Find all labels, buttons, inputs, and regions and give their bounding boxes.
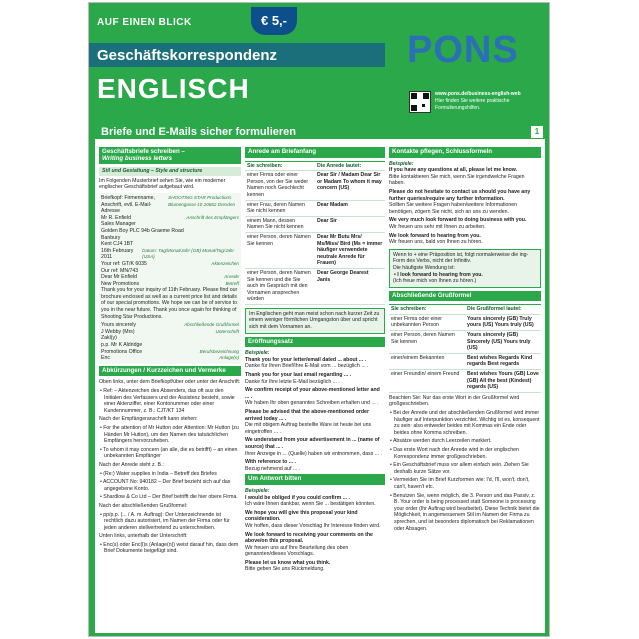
phrase-de: Die mit obigem Auftrag bestellte Ware ist heute bei uns eingetroffen ... . xyxy=(245,422,372,435)
kicker-label: AUF EINEN BLICK xyxy=(97,17,192,28)
phrase-en: We confirm receipt of your above-mentioned letter and ... . xyxy=(245,387,380,400)
closing-line xyxy=(101,355,239,362)
closing-text: Promotions Office xyxy=(101,348,143,355)
abbreviation-note: Nach der Anrede steht z. B.: xyxy=(99,461,164,468)
grammar-lead: Die häufigste Wendung ist: xyxy=(393,264,455,271)
table-cell: einer Person, deren Namen Sie kennen xyxy=(245,233,315,269)
letter-text: Banbury xyxy=(101,234,121,241)
column-header: Sie schreiben: xyxy=(389,305,465,315)
letter-body: Thank you for your inquiry of 11th February. Please find our brochure enclosed as well as a current price list and details of our special promotions. We hope we can be of service to you in the near future. Thank you once again for thinking of Shooting Star Productions. xyxy=(101,287,238,320)
reference-card xyxy=(88,2,550,637)
closing-text: Yours sincerely xyxy=(101,322,136,329)
sample-letter xyxy=(99,193,241,364)
closing-annotation: Berufsbezeichnung xyxy=(199,348,239,354)
table-cell: einer Firma oder einer unbekannten Person xyxy=(389,315,465,331)
examples-label: Beispiele: xyxy=(245,350,270,357)
column-header: Sie schreiben: xyxy=(245,162,315,172)
salutation-table xyxy=(245,161,385,305)
phrase-de: Wir haben Ihr oben genanntes Schreiben erhalten und ... . xyxy=(245,400,379,407)
letter-text: Kent CJ4 1BT xyxy=(101,241,134,248)
table-cell: Dear Sir xyxy=(315,217,385,233)
closing-line xyxy=(101,335,239,342)
phrase-de: Wir freuen uns, bald von Ihnen zu hören. xyxy=(389,239,483,246)
phrase-en: We understand from your advertisement in ... (name of source) that ... . xyxy=(245,437,380,450)
phrase-de: Bezug nehmend auf ... . xyxy=(245,465,301,472)
abbreviation-note: Unten links, unterhalb der Unterschrift: xyxy=(99,533,188,540)
letter-line xyxy=(101,281,239,288)
closing-formula-title: Abschließende Grußformel xyxy=(389,291,541,302)
tip-item: • Benutzen Sie, wenn möglich, die 3. Person und das Passiv, z. B. Your order is being processed statt Someone is processing your order (Ihr Auftrag wird bearbeitet). Diese Technik bietet die Möglichkeit, in angemessenem Stil im Namen der Firma zu sprechen, und ist besonders diplomatisch bei Reklamationen oder Absagen. xyxy=(390,492,540,532)
abbreviations-title: Abkürzungen / Kurzzeichen und Vermerke xyxy=(99,366,241,377)
phrase-de: Sollten Sie weitere Fragen haben/weitere Informationen benötigen, zögern Sie nicht, sich an uns zu wenden. xyxy=(389,202,518,215)
phrase-en: Please be advised that the above-mentioned order arrived today ... . xyxy=(245,409,369,422)
web-link-url[interactable]: www.pons.de/business-english-web xyxy=(435,91,521,97)
examples-label: Beispiele: xyxy=(389,160,414,167)
closing-line xyxy=(101,329,239,336)
table-cell: Dear Mr Butu Mrs/ Ms/Miss/ Bird (Ms = immer häufiger verwendete neutrale Anrede für Frauen) xyxy=(315,233,385,269)
letter-annotation: Anrede xyxy=(224,274,239,280)
table-cell: Best wishes Regards Kind regards Best regards xyxy=(465,354,541,370)
table-cell: einer Firma oder einer Person, von der Sie weder Namen noch Geschlecht kennen xyxy=(245,171,315,200)
title-bar xyxy=(89,43,385,67)
table-cell: Dear Madam xyxy=(315,201,385,217)
table-cell: Dear Sir / Madam Dear Sir or Madam To whom it may concern (US) xyxy=(315,171,385,200)
letter-annotation: SHOOTING STAR Productions Blumengasse 10 20682 Dresden xyxy=(168,194,236,207)
letter-annotation: Betreff xyxy=(225,280,239,286)
phrase-en: Please let us know what you think. xyxy=(245,559,331,566)
phrase-en: We look forward to hearing from you. xyxy=(389,232,481,239)
closing-note: Beachten Sie: Nur das erste Wort in der Grußformel wird großgeschrieben. xyxy=(389,394,520,408)
abbreviation-note: Nach der abschließenden Grußformel: xyxy=(99,502,188,509)
closing-text: J Webby (Mrs) xyxy=(101,328,135,335)
abbreviation-note: • (Re:) Water supplies in India – Betreff des Briefes xyxy=(100,470,217,477)
letter-annotation: Datum: Tag/Monat/Jahr (GB) Monat/Tag/Jahr (USA) xyxy=(142,247,235,260)
tip-item: • Das erste Wort nach der Anrede wird in der englischen Korrespondenz immer großgeschrieben. xyxy=(390,446,519,460)
abbreviation-note: Oben links, unter dem Briefkopf/über oder unter der Anschrift: xyxy=(99,379,241,386)
phrase-de: Wir freuen uns auf Ihre Beurteilung des oben genannten/dieses Vorschlags. xyxy=(245,544,349,558)
letter-line xyxy=(101,241,239,248)
phrase-en: If you have any questions at all, please let me know. xyxy=(389,167,518,174)
tip-item: • Vermeiden Sie im Brief Kurzformen wie: I'd, I'll, won't, don't, can't, haven't etc. xyxy=(390,477,530,490)
letter-text: Mr R. Enfield xyxy=(101,214,131,221)
letter-line xyxy=(101,235,239,242)
table-cell: Best wishes Yours (GB) Love (GB) All the best (Kindest) regards (US) xyxy=(465,370,541,393)
phrase-en: Please do not hesitate to contact us should you have any further queries/require any further information. xyxy=(389,188,531,202)
table-cell: einer Freundin/ einem Freund xyxy=(389,370,465,393)
tip-item: • Ein Geschäftsbrief muss vor allem einfach sein. Ziehen Sie deshalb kurze Sätze vor. xyxy=(390,462,529,475)
tip-item: • Bei der Anrede und der abschließenden Grußformel wird immer häufiger auf Interpunktion verzichtet. Wichtig ist es, konsequent zu sein: also entweder beides mit Kommas ein Ende oder beides ohne Komma schreiben. xyxy=(390,410,540,436)
letter-text: Our ref: MN/743 xyxy=(101,267,139,274)
phrase-en: Thank you for your last email regarding ... . xyxy=(245,372,352,379)
panel-header xyxy=(95,123,545,141)
phrase-de: Danke für Ihren Brief/Ihre E-Mail vom ... bezüglich ... . xyxy=(245,363,369,370)
closing-text: Zakl(y) xyxy=(101,335,117,342)
letter-line xyxy=(101,221,239,228)
phrase-de: Ihrer Anzeige in ... (Quelle) haben wir entnommen, dass ... . xyxy=(245,450,382,457)
column-closings xyxy=(389,145,541,629)
phrase-de: Ich wäre Ihnen dankbar, wenn Sie ... bestätigen könnten. xyxy=(245,501,376,508)
letter-line xyxy=(101,261,239,268)
info-box: Im Englischen geht man meist schon nach kurzer Zeit zu einem weniger förmlichen Umgangston über und spricht sich mit dem Vornamen an. xyxy=(245,308,385,334)
closing-annotation: Anlage(n) xyxy=(219,355,239,361)
grammar-rule: Wenn to + eine Präposition ist, folgt normalerweise die ing-Form des Verbs, nicht der Infinitiv. xyxy=(393,251,529,265)
phrase-de: Wir freuen uns sehr mit Ihnen zu arbeiten. xyxy=(389,223,486,230)
style-subtitle: Stil und Gestaltung – Style and structure xyxy=(99,167,241,176)
grammar-translation: (Ich freue mich von Ihnen zu hören.) xyxy=(393,278,477,285)
examples-label: Beispiele: xyxy=(245,487,270,494)
tip-item: • Absätze werden durch Leerzeilen markiert. xyxy=(390,438,492,445)
phrase-de: Bitte kontaktieren Sie mich, wenn Sie irgendwelche Fragen haben. xyxy=(389,173,525,187)
letter-text: Sales Manager xyxy=(101,221,136,228)
letter-line xyxy=(101,248,239,261)
table-cell: einer Person, deren Namen Sie kennen xyxy=(389,331,465,354)
letter-annotation: Anschrift des Empfängers xyxy=(186,214,239,220)
letter-text: Dear Mr Enfield xyxy=(101,274,138,281)
letter-text: Briefkopf: Firmenname, Anschrift, evtl. E-Mail-Adresse xyxy=(101,194,155,215)
closing-annotation: Unterschrift xyxy=(215,328,239,334)
section-title-de: Geschäftsbriefe schreiben – xyxy=(102,148,185,155)
document-title: Geschäftskorrespondenz xyxy=(97,47,278,64)
salutation-title: Anrede am Briefanfang xyxy=(245,147,385,158)
abbreviation-note: • Shardlow & Co Ltd – Der Brief betrifft die hier obere Firma. xyxy=(100,494,238,501)
phrase-en: We look forward to receiving your comments on the above/on this proposal. xyxy=(245,531,373,545)
closing-line xyxy=(101,322,239,329)
price-badge: € 5,- xyxy=(251,7,297,35)
abbreviation-note: • pp/p.p. (... / A. m. Auftrag): Der Unterzeichnende ist rechtlich dazu autorisiert, im Namen der Firma oder für jeden anderen stellvertretend zu unterschreiben. xyxy=(100,511,230,531)
phrase-en: With reference to ... . xyxy=(245,459,296,466)
panel-heading: Briefe und E-Mails sicher formulieren xyxy=(101,126,296,138)
closing-text: p.p. Mr K Aldridge xyxy=(101,342,143,349)
letter-text: New Promotions xyxy=(101,280,140,287)
phrase-de: Danke für Ihre letzte E-Mail bezüglich ... . xyxy=(245,378,340,385)
content-panel xyxy=(95,123,545,633)
phrase-de: Bitte geben Sie uns Rückmeldung. xyxy=(245,566,325,573)
column-salutations xyxy=(245,145,385,629)
letter-annotation: Aktenzeichen xyxy=(211,260,239,266)
web-link-line3: Formulierungshilfen. xyxy=(435,105,481,111)
column-header: Die Anrede lautet: xyxy=(315,162,385,172)
phrase-en: We hope you will give this proposal your kind consideration. xyxy=(245,509,358,523)
closing-line xyxy=(101,342,239,349)
column-header: Die Grußformel lautet: xyxy=(465,305,541,315)
letter-text: 16th February 2011 xyxy=(101,247,134,261)
closing-line xyxy=(101,349,239,356)
abbreviation-note: Nach der Empfängeranschrift kann stehen: xyxy=(99,416,198,423)
table-cell: einer Frau, deren Namen Sie nicht kennen xyxy=(245,201,315,217)
letter-line xyxy=(101,274,239,281)
phrase-en: We very much look forward to doing business with you. xyxy=(389,217,527,224)
reply-title: Um Antwort bitten xyxy=(245,474,385,485)
letter-line xyxy=(101,268,239,275)
table-cell: Yours sincerely (GB) Sincerely (US) Yours truly (US) xyxy=(465,331,541,354)
phrase-en: I would be obliged if you could confirm ... . xyxy=(245,494,350,501)
table-cell: einem Mann, dessen Namen Sie nicht kennen xyxy=(245,217,315,233)
grammar-box xyxy=(389,249,541,288)
abbreviation-note: • For the attention of Mr Hutton oder Attention: Mr Hutton (zu Händen Mr Hutton), um den Namen des tatsächlichen Empfängers hervorzuheben. xyxy=(100,424,239,445)
phrase-de: Wir hoffen, dass dieser Vorschlag Ihr Interesse finden wird. xyxy=(245,522,381,529)
table-cell: einer/einem Bekannten xyxy=(389,354,465,370)
abbreviation-note: • ACCOUNT No: 940182 – Der Brief bezieht sich auf das angegebene Konto. xyxy=(100,479,231,492)
table-cell: Dear George Dearest Janis xyxy=(315,269,385,305)
qr-code-icon xyxy=(409,91,431,113)
intro-text: Im Folgenden Musterbrief sehen Sie, wie ein moderner englischer Geschäftsbrief aufgebaut wird. xyxy=(99,177,226,191)
closing-table xyxy=(389,304,541,393)
section-title xyxy=(99,147,241,164)
abbreviation-note: • To whom it may concern (an alle, die es betrifft) – an einen unbekannten Empfänger xyxy=(100,446,238,460)
column-letters xyxy=(99,145,241,629)
table-cell: einer Person, deren Namen Sie kennen und die Sie auch im Gespräch mit den Vornamen ansprechen würden xyxy=(245,269,315,305)
language-title: ENGLISCH xyxy=(97,73,250,104)
closing-text: Enc xyxy=(101,355,110,362)
opening-title: Eröffnungssatz xyxy=(245,337,385,348)
letter-text: Golden Boy PLC 94b Graeme Road xyxy=(101,227,184,234)
contact-title: Kontakte pflegen, Schlussformeln xyxy=(389,147,541,158)
letter-text: Your ref: GT/K 6035 xyxy=(101,260,147,267)
letter-line xyxy=(101,228,239,235)
web-link-note xyxy=(435,91,545,112)
phrase-en: Thank you for your letter/email dated ... about ... . xyxy=(245,356,367,363)
table-cell: Yours sincerely (GB) Truly yours (US) Yours truly (US) xyxy=(465,315,541,331)
letter-line xyxy=(101,215,239,222)
letter-line xyxy=(101,195,239,215)
brand-logo: PONS xyxy=(407,29,519,71)
page-number: 1 xyxy=(531,126,543,138)
web-link-line2: Hier finden Sie weitere praktische xyxy=(435,98,510,104)
section-title-en: Writing business letters xyxy=(102,154,173,162)
abbreviation-note: • Ref: – Aktenzeichen des Absenders, das oft aus den Initialen des Verfassers und der Assistenz besteht, sowie einer Aktenziffer, einer Kontonummer oder einer Kundennummer, z. B.: CJT/KT 134 xyxy=(100,388,235,414)
abbreviation-note: • Enc(s) oder Enc(l)s (Anlage(n)) weist darauf hin, dass dem Brief Dokumente beigefügt sind. xyxy=(100,541,239,555)
closing-annotation: Abschließende Grußformel xyxy=(184,322,239,328)
grammar-example: • I look forward to hearing from you. xyxy=(394,271,483,278)
